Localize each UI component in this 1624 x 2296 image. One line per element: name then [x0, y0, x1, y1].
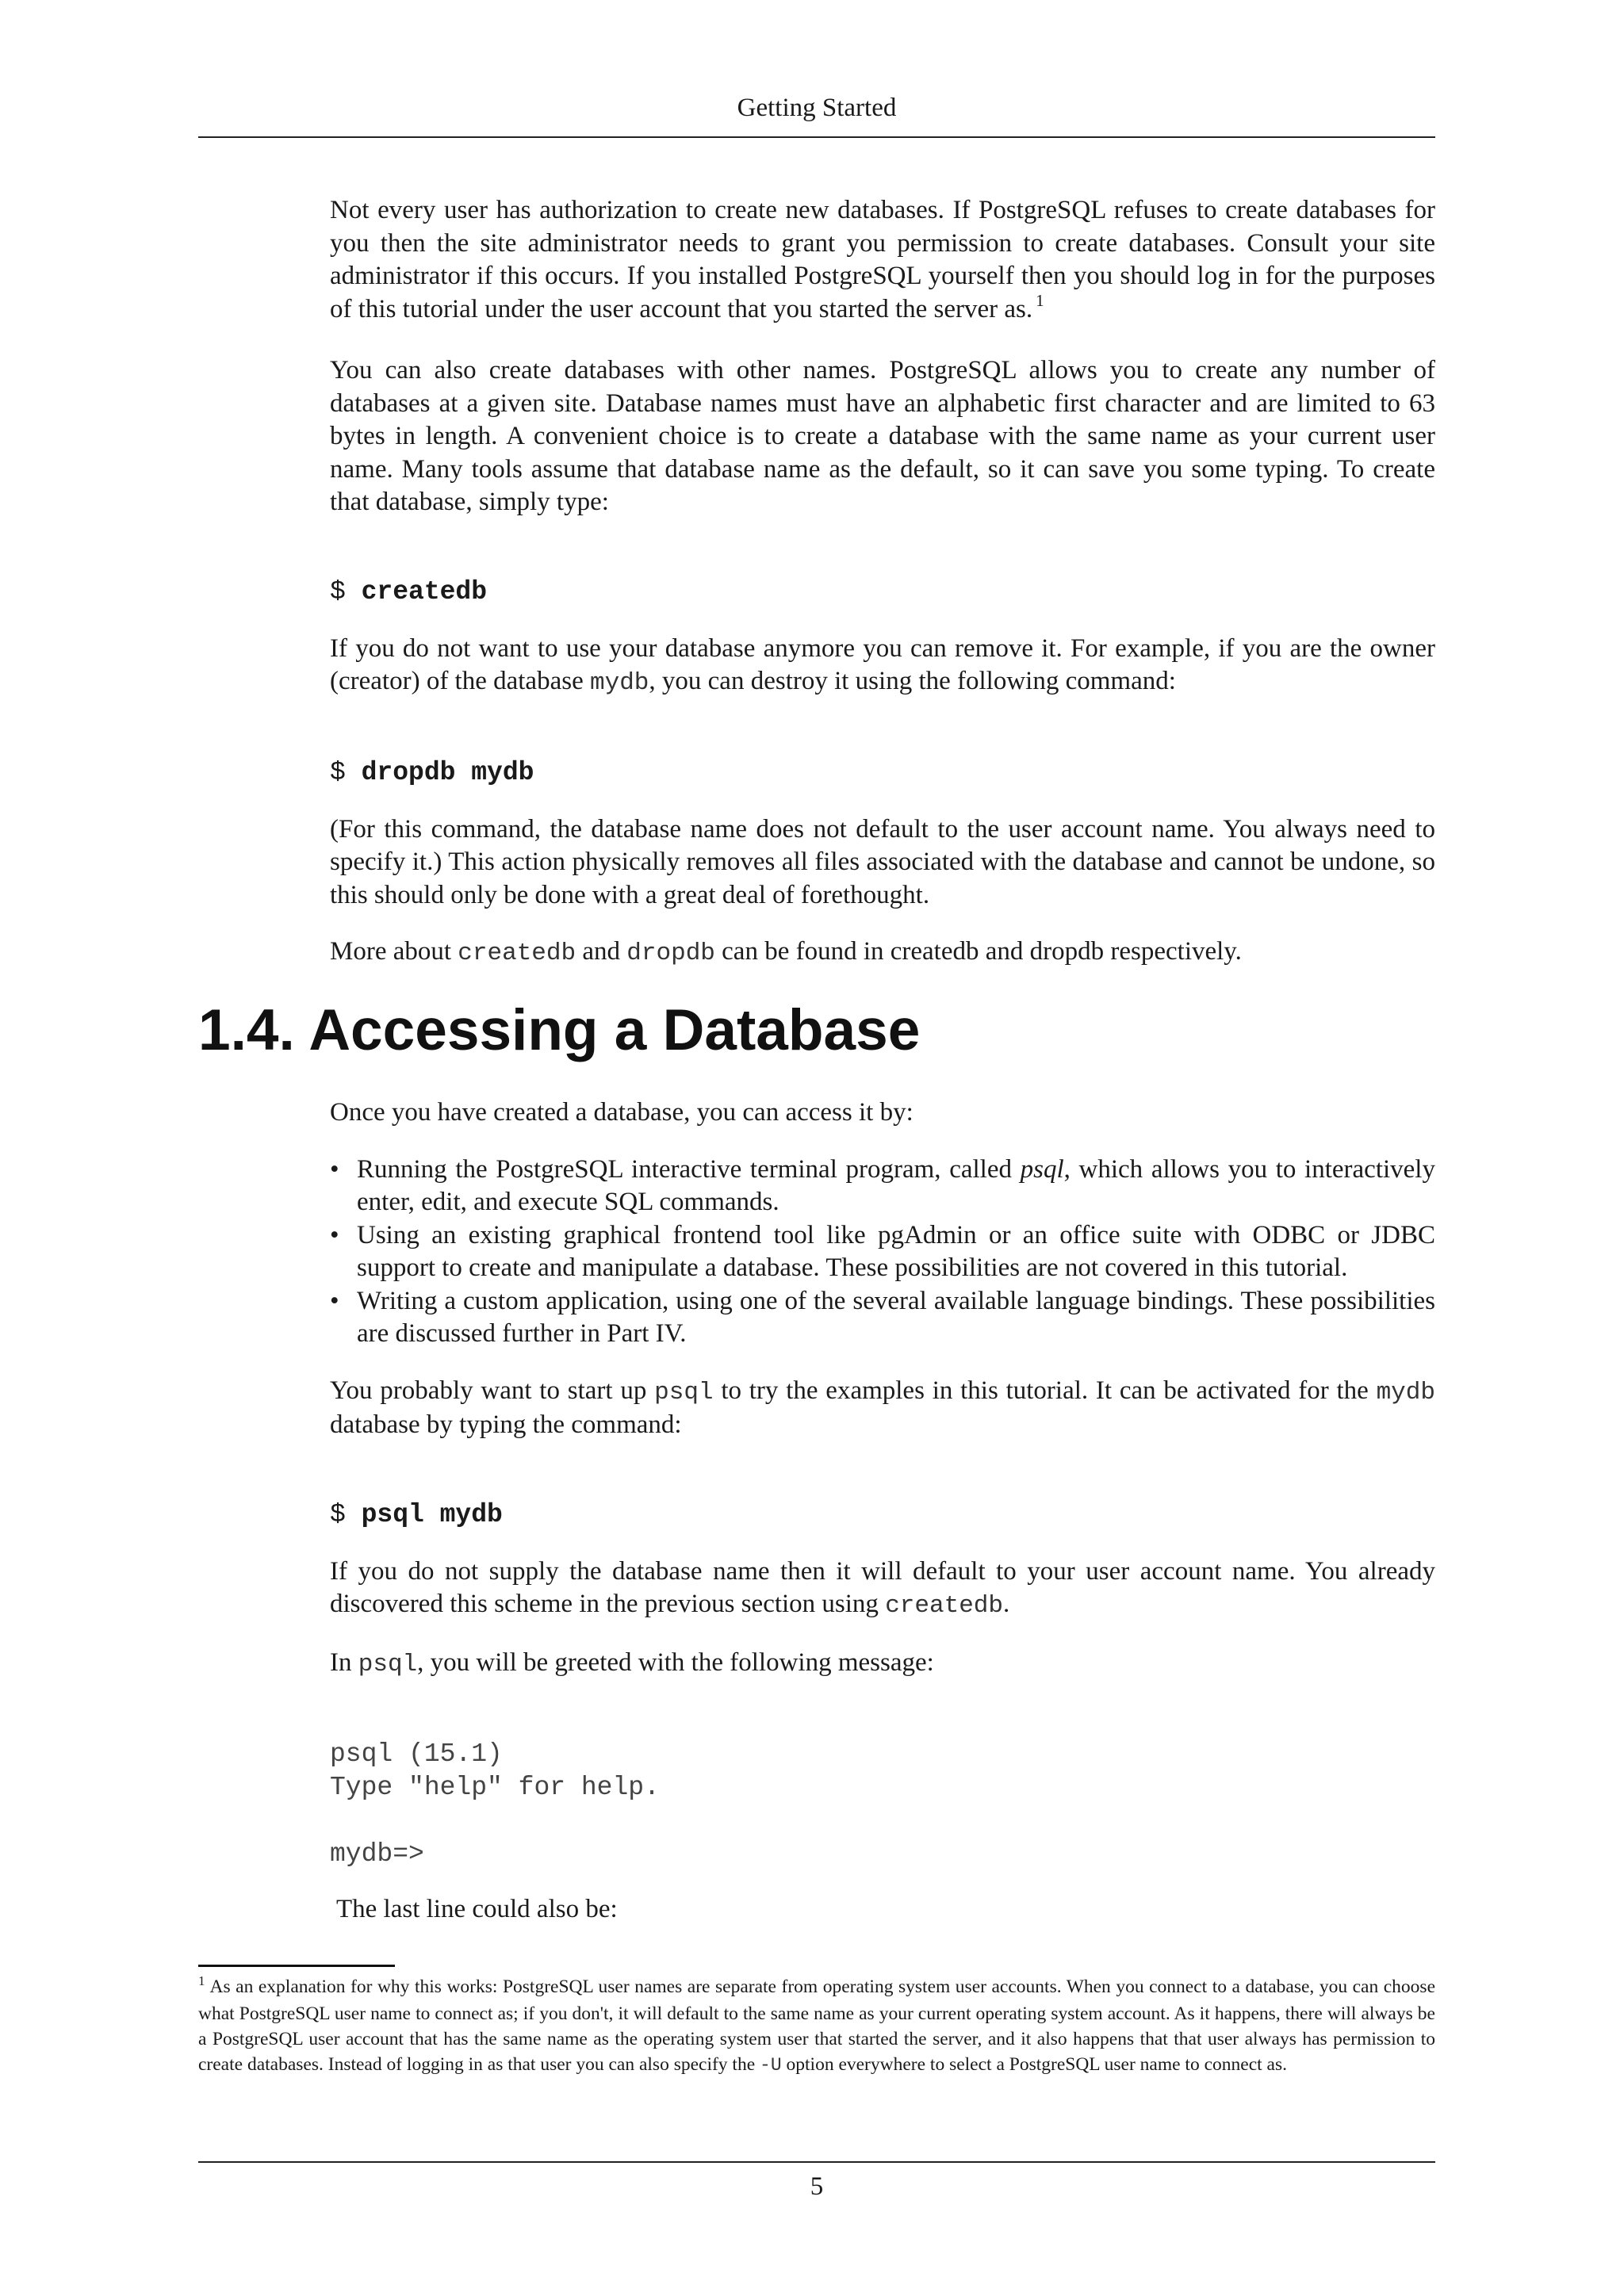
section-body	[330, 1096, 1435, 1927]
page-number: 5	[810, 2172, 824, 2201]
list-item	[330, 1219, 1435, 1285]
command: createdb	[361, 576, 488, 607]
paragraph-other-names: You can also create databases with other names. PostgreSQL allows you to create any number of databases at a given site. Database names must have an alphabetic first character and are limited to 63 bytes in length. A convenient choice is to create a database with the same name as your current user name. Many tools assume that database name as the default, so it can save you some typing. To create that database, simply type:	[330, 356, 1435, 516]
terminal-line: Type "help" for help.	[330, 1773, 660, 1802]
terminal-line: psql (15.1)	[330, 1739, 503, 1769]
command: psql mydb	[361, 1499, 503, 1529]
shell-prompt: $	[330, 576, 362, 607]
shell-prompt: $	[330, 757, 362, 787]
text-run: to try the examples in this tutorial. It can be activated for the	[713, 1376, 1377, 1405]
bullet-glyph: •	[330, 1154, 339, 1184]
text-run: .	[1003, 1590, 1010, 1618]
header-rule	[198, 136, 1435, 138]
text-run: option everywhere to select a PostgreSQL user name to connect as.	[781, 2054, 1287, 2075]
list-item	[330, 1154, 1435, 1219]
text-run: Using an existing graphical frontend tool like pgAdmin or an office suite with ODBC or JDBC support to create and manipulate a database. These possibilities are not covered in this tutorial.	[357, 1220, 1435, 1282]
paragraph-intro: Once you have created a database, you can access it by:	[330, 1098, 914, 1127]
text-run: , you can destroy it using the following command:	[649, 667, 1176, 695]
paragraph-authorization	[330, 194, 1435, 328]
text-run: You probably want to start up	[330, 1376, 655, 1405]
section-heading: 1.4. Accessing a Database	[198, 998, 921, 1062]
page-body	[330, 194, 1435, 970]
text-run: In	[330, 1647, 358, 1677]
text-run: Writing a custom application, using one of the several available language bindings. These possibilities are discussed further in Part IV.	[357, 1286, 1435, 1348]
text-run: If you do not supply the database name then it will default to your user account name. You already discovered this scheme in the previous section using	[330, 1556, 1435, 1618]
text-run: As an explanation for why this works: PostgreSQL user names are separate from operating system user accounts. When you connect to a database, you can choose what PostgreSQL user name to connect as; if you don't, it will default to the same name as your current operating system account. As it happens, there will always be a PostgreSQL user account that has the same name as the operating system user that started the server, and it also happens that that user always has permission to create databases. Instead of logging in as that user you can also specify the	[198, 1976, 1435, 2075]
paragraph-dropdb-note: (For this command, the database name does not default to the user account name. You always need to specify it.) This action physically removes all files associated with the database and cannot be undone, so this should only be done with a great deal of forethought.	[330, 814, 1435, 909]
terminal-prompt-line: mydb=>	[330, 1839, 424, 1869]
terminal-output	[330, 1738, 1435, 1871]
paragraph-remove	[330, 633, 1435, 700]
shell-prompt: $	[330, 1499, 362, 1529]
text-run: , you will be greeted with the following message:	[417, 1647, 934, 1677]
paragraph-text: Not every user has authorization to create new databases. If PostgreSQL refuses to create databases for you then the site administrator needs to grant you permission to create databases. Consult your site administrator if this occurs. If you installed PostgreSQL yourself then you should log in for the purposes of this tutorial under the user account that you started the server as.	[330, 196, 1435, 323]
inline-code: createdb	[458, 939, 576, 967]
text-run: More about	[330, 937, 458, 966]
paragraph-more-about	[330, 936, 1435, 970]
code-block-dropdb	[330, 756, 1435, 790]
paragraph-last-line: The last line could also be:	[336, 1895, 618, 1923]
emphasis: psql	[1020, 1154, 1064, 1184]
footer-rule	[198, 2161, 1435, 2163]
footnote-rule	[198, 1965, 395, 1967]
inline-code: psql	[358, 1650, 418, 1678]
inline-code: -U	[760, 2055, 782, 2076]
code-block-psql	[330, 1498, 1435, 1532]
footnote-ref[interactable]: 1	[1036, 290, 1044, 310]
footnote	[198, 1974, 1435, 2078]
command: dropdb mydb	[361, 757, 534, 787]
bullet-glyph: •	[330, 1220, 339, 1249]
text-run: database by typing the command:	[330, 1410, 682, 1439]
paragraph-default-name	[330, 1556, 1435, 1623]
running-header: Getting Started	[737, 94, 897, 122]
code-block-createdb	[330, 576, 1435, 609]
text-run: Running the PostgreSQL interactive terminal program, called	[357, 1154, 1021, 1184]
paragraph-greeting	[330, 1647, 1435, 1682]
list-item	[330, 1285, 1435, 1351]
inline-code: psql	[654, 1378, 714, 1406]
bullet-glyph: •	[330, 1286, 339, 1315]
inline-code: mydb	[589, 669, 649, 697]
inline-code: createdb	[885, 1592, 1004, 1620]
access-methods-list	[330, 1154, 1435, 1351]
text-run: , which allows you to interactively enter, edit, and execute SQL commands.	[357, 1154, 1435, 1216]
inline-code: mydb	[1376, 1378, 1435, 1406]
text-run: and	[576, 937, 627, 966]
text-run: If you do not want to use your database anymore you can remove it. For example, if you are the owner (creator) of the database	[330, 633, 1435, 695]
text-run: can be found in createdb and dropdb respectively.	[714, 937, 1242, 966]
inline-code: dropdb	[626, 939, 715, 967]
footnote-marker: 1	[198, 1973, 205, 1988]
paragraph-start-psql	[330, 1375, 1435, 1442]
